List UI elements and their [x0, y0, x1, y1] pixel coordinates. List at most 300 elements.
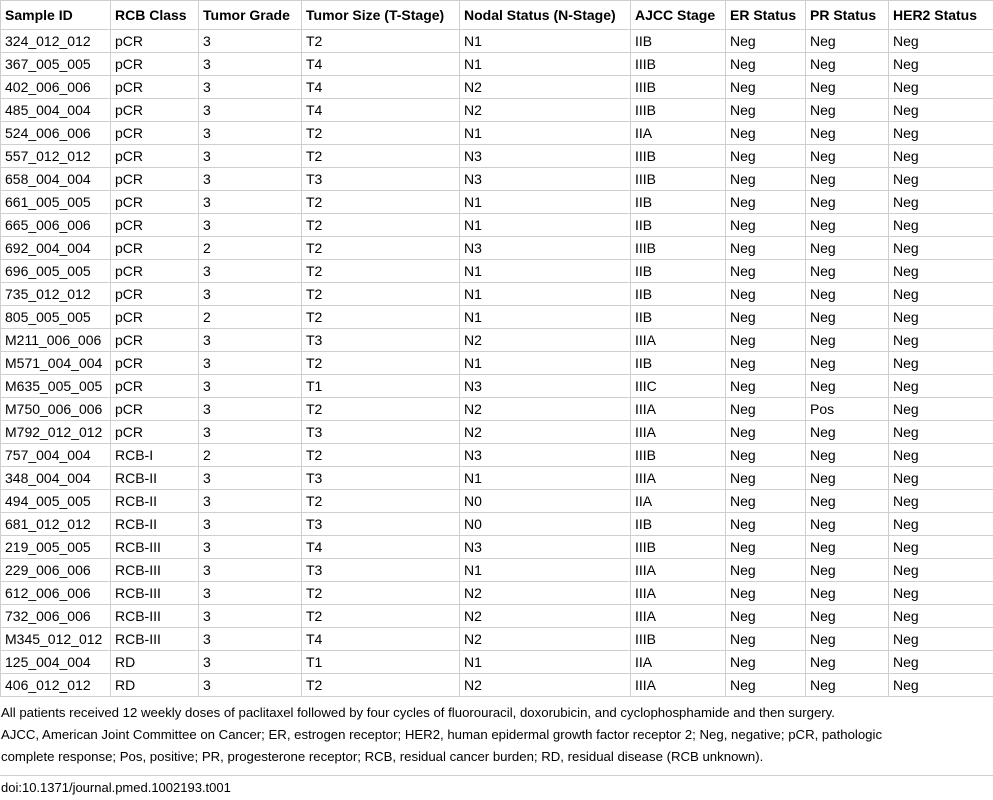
table-cell-ajcc-stage: IIIA [631, 398, 726, 421]
table-cell-her2-status: Neg [889, 444, 993, 467]
table-cell-tumor-grade: 2 [199, 237, 302, 260]
table-cell-tumor-size: T1 [302, 651, 460, 674]
table-row [1, 605, 993, 628]
table-cell-er-status: Neg [726, 628, 806, 651]
table-cell-her2-status: Neg [889, 329, 993, 352]
table-cell-ajcc-stage: IIIA [631, 329, 726, 352]
table-cell-ajcc-stage: IIIB [631, 536, 726, 559]
table-cell-tumor-grade: 3 [199, 99, 302, 122]
table-cell-tumor-size: T2 [302, 605, 460, 628]
table-cell-ajcc-stage: IIIB [631, 168, 726, 191]
table-cell-pr-status: Neg [806, 375, 889, 398]
table-row [1, 490, 993, 513]
table-cell-rcb-class: pCR [111, 283, 199, 306]
table-cell-pr-status: Neg [806, 260, 889, 283]
table-cell-pr-status: Neg [806, 306, 889, 329]
table-cell-rcb-class: pCR [111, 260, 199, 283]
column-header-her2-status: HER2 Status [889, 1, 993, 30]
table-cell-sample-id: 696_005_005 [1, 260, 111, 283]
table-cell-pr-status: Neg [806, 30, 889, 53]
table-cell-her2-status: Neg [889, 168, 993, 191]
table-cell-tumor-size: T3 [302, 467, 460, 490]
table-cell-er-status: Neg [726, 421, 806, 444]
table-cell-er-status: Neg [726, 30, 806, 53]
table-row [1, 168, 993, 191]
table-cell-er-status: Neg [726, 352, 806, 375]
table-cell-tumor-grade: 3 [199, 536, 302, 559]
table-cell-er-status: Neg [726, 168, 806, 191]
table-cell-tumor-size: T2 [302, 582, 460, 605]
table-cell-er-status: Neg [726, 605, 806, 628]
table-cell-nodal-status: N1 [460, 53, 631, 76]
table-cell-ajcc-stage: IIIA [631, 674, 726, 697]
table-cell-nodal-status: N2 [460, 421, 631, 444]
table-cell-her2-status: Neg [889, 375, 993, 398]
table-cell-sample-id: 665_006_006 [1, 214, 111, 237]
table-cell-nodal-status: N1 [460, 30, 631, 53]
table-cell-sample-id: 557_012_012 [1, 145, 111, 168]
table-cell-pr-status: Neg [806, 674, 889, 697]
table-cell-nodal-status: N2 [460, 99, 631, 122]
table-cell-tumor-size: T3 [302, 421, 460, 444]
table-cell-rcb-class: pCR [111, 76, 199, 99]
table-row [1, 99, 993, 122]
table-cell-tumor-size: T2 [302, 191, 460, 214]
table-cell-tumor-size: T4 [302, 53, 460, 76]
table-row [1, 214, 993, 237]
table-cell-rcb-class: pCR [111, 30, 199, 53]
table-cell-nodal-status: N2 [460, 329, 631, 352]
table-cell-nodal-status: N2 [460, 76, 631, 99]
table-cell-nodal-status: N1 [460, 559, 631, 582]
table-cell-tumor-grade: 3 [199, 513, 302, 536]
table-cell-tumor-grade: 3 [199, 605, 302, 628]
table-cell-tumor-size: T2 [302, 30, 460, 53]
table-cell-tumor-grade: 3 [199, 352, 302, 375]
table-row [1, 76, 993, 99]
table-cell-rcb-class: pCR [111, 53, 199, 76]
table-cell-er-status: Neg [726, 260, 806, 283]
table-cell-her2-status: Neg [889, 306, 993, 329]
table-cell-her2-status: Neg [889, 582, 993, 605]
table-cell-sample-id: 757_004_004 [1, 444, 111, 467]
table-row [1, 306, 993, 329]
table-cell-tumor-size: T2 [302, 237, 460, 260]
table-cell-her2-status: Neg [889, 237, 993, 260]
table-cell-er-status: Neg [726, 513, 806, 536]
table-cell-ajcc-stage: IIIB [631, 145, 726, 168]
table-cell-ajcc-stage: IIIA [631, 421, 726, 444]
table-cell-tumor-size: T2 [302, 444, 460, 467]
table-cell-sample-id: 524_006_006 [1, 122, 111, 145]
table-cell-nodal-status: N1 [460, 122, 631, 145]
table-row [1, 30, 993, 53]
table-header-row [1, 1, 993, 30]
table-cell-nodal-status: N3 [460, 536, 631, 559]
table-cell-tumor-size: T3 [302, 329, 460, 352]
table-row [1, 122, 993, 145]
column-header-ajcc-stage: AJCC Stage [631, 1, 726, 30]
table-cell-nodal-status: N0 [460, 490, 631, 513]
table-cell-nodal-status: N3 [460, 168, 631, 191]
table-cell-ajcc-stage: IIB [631, 283, 726, 306]
table-cell-tumor-grade: 3 [199, 145, 302, 168]
table-cell-nodal-status: N2 [460, 582, 631, 605]
table-cell-er-status: Neg [726, 237, 806, 260]
table-cell-her2-status: Neg [889, 53, 993, 76]
table-cell-tumor-grade: 3 [199, 674, 302, 697]
table-cell-pr-status: Neg [806, 490, 889, 513]
table-cell-er-status: Neg [726, 122, 806, 145]
table-cell-tumor-size: T2 [302, 306, 460, 329]
table-cell-sample-id: 612_006_006 [1, 582, 111, 605]
table-cell-ajcc-stage: IIB [631, 260, 726, 283]
table-cell-sample-id: 229_006_006 [1, 559, 111, 582]
table-cell-rcb-class: RCB-III [111, 536, 199, 559]
table-cell-ajcc-stage: IIB [631, 306, 726, 329]
table-footnotes [0, 702, 990, 768]
table-cell-nodal-status: N0 [460, 513, 631, 536]
table-cell-ajcc-stage: IIB [631, 30, 726, 53]
table-cell-er-status: Neg [726, 283, 806, 306]
table-cell-rcb-class: RCB-II [111, 513, 199, 536]
table-cell-sample-id: M571_004_004 [1, 352, 111, 375]
table-cell-sample-id: 348_004_004 [1, 467, 111, 490]
table-cell-ajcc-stage: IIIA [631, 467, 726, 490]
table-cell-sample-id: 494_005_005 [1, 490, 111, 513]
table-cell-ajcc-stage: IIIB [631, 444, 726, 467]
table-cell-ajcc-stage: IIA [631, 490, 726, 513]
table-cell-sample-id: 219_005_005 [1, 536, 111, 559]
table-cell-rcb-class: RCB-II [111, 467, 199, 490]
table-cell-sample-id: 485_004_004 [1, 99, 111, 122]
table-cell-tumor-grade: 3 [199, 214, 302, 237]
table-cell-sample-id: 805_005_005 [1, 306, 111, 329]
table-cell-tumor-size: T2 [302, 260, 460, 283]
table-cell-tumor-size: T2 [302, 122, 460, 145]
table-cell-her2-status: Neg [889, 99, 993, 122]
table-cell-tumor-grade: 3 [199, 30, 302, 53]
column-header-sample-id: Sample ID [1, 1, 111, 30]
table-cell-her2-status: Neg [889, 628, 993, 651]
table-cell-tumor-size: T4 [302, 76, 460, 99]
table-row [1, 329, 993, 352]
table-row [1, 674, 993, 697]
table-cell-tumor-size: T4 [302, 536, 460, 559]
table-cell-nodal-status: N2 [460, 628, 631, 651]
table-cell-tumor-grade: 2 [199, 306, 302, 329]
table-cell-tumor-grade: 2 [199, 444, 302, 467]
table-cell-ajcc-stage: IIB [631, 352, 726, 375]
table-cell-er-status: Neg [726, 444, 806, 467]
table-cell-er-status: Neg [726, 559, 806, 582]
table-cell-tumor-size: T2 [302, 352, 460, 375]
table-cell-nodal-status: N1 [460, 214, 631, 237]
table-cell-her2-status: Neg [889, 191, 993, 214]
table-cell-ajcc-stage: IIA [631, 651, 726, 674]
table-cell-nodal-status: N2 [460, 674, 631, 697]
table-cell-pr-status: Neg [806, 605, 889, 628]
table-row [1, 237, 993, 260]
column-header-pr-status: PR Status [806, 1, 889, 30]
table-cell-sample-id: M211_006_006 [1, 329, 111, 352]
table-cell-rcb-class: RD [111, 651, 199, 674]
table-cell-rcb-class: pCR [111, 421, 199, 444]
table-cell-nodal-status: N1 [460, 352, 631, 375]
table-cell-tumor-grade: 3 [199, 398, 302, 421]
table-cell-tumor-size: T2 [302, 214, 460, 237]
table-cell-nodal-status: N3 [460, 444, 631, 467]
table-cell-rcb-class: pCR [111, 99, 199, 122]
table-cell-rcb-class: pCR [111, 375, 199, 398]
table-row [1, 582, 993, 605]
table-cell-rcb-class: pCR [111, 329, 199, 352]
table-cell-tumor-size: T3 [302, 513, 460, 536]
table-cell-tumor-grade: 3 [199, 76, 302, 99]
table-row [1, 536, 993, 559]
table-cell-er-status: Neg [726, 375, 806, 398]
table-cell-her2-status: Neg [889, 651, 993, 674]
footnote-treatment: All patients received 12 weekly doses of paclitaxel followed by four cycles of fluorouracil, doxorubicin, and cyclophosphamide and then surgery. [1, 705, 835, 720]
table-cell-pr-status: Neg [806, 467, 889, 490]
table-cell-her2-status: Neg [889, 674, 993, 697]
table-cell-er-status: Neg [726, 191, 806, 214]
table-cell-rcb-class: RCB-I [111, 444, 199, 467]
table-cell-ajcc-stage: IIIB [631, 237, 726, 260]
table-cell-pr-status: Neg [806, 352, 889, 375]
table-cell-tumor-grade: 3 [199, 467, 302, 490]
table-cell-tumor-grade: 3 [199, 122, 302, 145]
table-cell-er-status: Neg [726, 53, 806, 76]
table-cell-rcb-class: pCR [111, 214, 199, 237]
table-cell-her2-status: Neg [889, 214, 993, 237]
table-cell-ajcc-stage: IIIB [631, 99, 726, 122]
table-cell-rcb-class: RCB-III [111, 628, 199, 651]
table-cell-pr-status: Neg [806, 99, 889, 122]
table-cell-rcb-class: pCR [111, 237, 199, 260]
table-cell-tumor-grade: 3 [199, 375, 302, 398]
table-cell-ajcc-stage: IIIB [631, 76, 726, 99]
table-cell-pr-status: Neg [806, 145, 889, 168]
table-cell-her2-status: Neg [889, 398, 993, 421]
table-cell-pr-status: Neg [806, 513, 889, 536]
table-cell-tumor-grade: 3 [199, 651, 302, 674]
table-cell-ajcc-stage: IIB [631, 513, 726, 536]
table-row [1, 513, 993, 536]
table-cell-ajcc-stage: IIIA [631, 582, 726, 605]
table-cell-rcb-class: pCR [111, 398, 199, 421]
table-cell-er-status: Neg [726, 306, 806, 329]
table-body [1, 30, 993, 697]
table-cell-er-status: Neg [726, 536, 806, 559]
table-row [1, 628, 993, 651]
table-row [1, 559, 993, 582]
table-cell-her2-status: Neg [889, 421, 993, 444]
table-cell-er-status: Neg [726, 490, 806, 513]
table-cell-pr-status: Neg [806, 421, 889, 444]
table-row [1, 283, 993, 306]
table-cell-ajcc-stage: IIA [631, 122, 726, 145]
table-cell-her2-status: Neg [889, 352, 993, 375]
table-cell-er-status: Neg [726, 674, 806, 697]
table-cell-nodal-status: N1 [460, 260, 631, 283]
table-cell-sample-id: 681_012_012 [1, 513, 111, 536]
table-cell-pr-status: Neg [806, 283, 889, 306]
table-cell-her2-status: Neg [889, 76, 993, 99]
table-cell-pr-status: Neg [806, 628, 889, 651]
table-cell-tumor-grade: 3 [199, 168, 302, 191]
table-cell-sample-id: 324_012_012 [1, 30, 111, 53]
table-cell-pr-status: Neg [806, 329, 889, 352]
table-cell-pr-status: Pos [806, 398, 889, 421]
table-cell-ajcc-stage: IIIA [631, 559, 726, 582]
table-cell-her2-status: Neg [889, 122, 993, 145]
column-header-rcb-class: RCB Class [111, 1, 199, 30]
table-row [1, 191, 993, 214]
table-cell-tumor-grade: 3 [199, 559, 302, 582]
table-cell-her2-status: Neg [889, 513, 993, 536]
table-cell-er-status: Neg [726, 214, 806, 237]
table-cell-ajcc-stage: IIIB [631, 53, 726, 76]
table-cell-sample-id: 692_004_004 [1, 237, 111, 260]
table-cell-nodal-status: N1 [460, 306, 631, 329]
table-cell-tumor-grade: 3 [199, 490, 302, 513]
table-cell-er-status: Neg [726, 467, 806, 490]
table-cell-ajcc-stage: IIB [631, 214, 726, 237]
table-cell-er-status: Neg [726, 329, 806, 352]
table-cell-tumor-grade: 3 [199, 53, 302, 76]
table-row [1, 260, 993, 283]
table-cell-sample-id: M635_005_005 [1, 375, 111, 398]
table-cell-tumor-size: T2 [302, 145, 460, 168]
table-cell-her2-status: Neg [889, 283, 993, 306]
table-cell-pr-status: Neg [806, 444, 889, 467]
table-cell-tumor-size: T4 [302, 628, 460, 651]
table-row [1, 421, 993, 444]
table-cell-her2-status: Neg [889, 467, 993, 490]
table-cell-rcb-class: RCB-II [111, 490, 199, 513]
table-cell-tumor-size: T2 [302, 283, 460, 306]
table-cell-ajcc-stage: IIIB [631, 628, 726, 651]
table-cell-tumor-size: T2 [302, 398, 460, 421]
table-cell-tumor-size: T1 [302, 375, 460, 398]
table-cell-tumor-grade: 3 [199, 260, 302, 283]
table-cell-sample-id: M792_012_012 [1, 421, 111, 444]
table-cell-ajcc-stage: IIB [631, 191, 726, 214]
table-cell-pr-status: Neg [806, 122, 889, 145]
table-row [1, 398, 993, 421]
table-cell-pr-status: Neg [806, 214, 889, 237]
table-cell-sample-id: 402_006_006 [1, 76, 111, 99]
table-cell-her2-status: Neg [889, 559, 993, 582]
table-cell-pr-status: Neg [806, 168, 889, 191]
table-cell-sample-id: 658_004_004 [1, 168, 111, 191]
table-row [1, 651, 993, 674]
table-cell-sample-id: M750_006_006 [1, 398, 111, 421]
table-cell-tumor-size: T2 [302, 490, 460, 513]
table-row [1, 53, 993, 76]
table-cell-sample-id: 661_005_005 [1, 191, 111, 214]
table-row [1, 375, 993, 398]
table-cell-pr-status: Neg [806, 651, 889, 674]
table-cell-ajcc-stage: IIIA [631, 605, 726, 628]
table-cell-her2-status: Neg [889, 30, 993, 53]
table-cell-er-status: Neg [726, 398, 806, 421]
table-cell-her2-status: Neg [889, 536, 993, 559]
table-cell-sample-id: 367_005_005 [1, 53, 111, 76]
table-cell-tumor-grade: 3 [199, 628, 302, 651]
table-cell-sample-id: 735_012_012 [1, 283, 111, 306]
table-cell-pr-status: Neg [806, 582, 889, 605]
table-cell-pr-status: Neg [806, 53, 889, 76]
table-cell-nodal-status: N1 [460, 191, 631, 214]
table-cell-nodal-status: N1 [460, 651, 631, 674]
table-cell-pr-status: Neg [806, 76, 889, 99]
table-row [1, 352, 993, 375]
table-cell-nodal-status: N1 [460, 283, 631, 306]
table-row [1, 467, 993, 490]
footnote-abbreviations: AJCC, American Joint Committee on Cancer; ER, estrogen receptor; HER2, human epidermal growth factor receptor 2; Neg, negative; pCR, pathologic [1, 727, 883, 742]
table-cell-rcb-class: pCR [111, 145, 199, 168]
table-cell-nodal-status: N1 [460, 467, 631, 490]
table-cell-tumor-size: T3 [302, 168, 460, 191]
table-cell-tumor-size: T2 [302, 674, 460, 697]
table-cell-tumor-grade: 3 [199, 582, 302, 605]
table-cell-sample-id: 732_006_006 [1, 605, 111, 628]
table-cell-pr-status: Neg [806, 191, 889, 214]
table-cell-sample-id: 406_012_012 [1, 674, 111, 697]
column-header-er-status: ER Status [726, 1, 806, 30]
table-cell-tumor-size: T3 [302, 559, 460, 582]
table-cell-rcb-class: RD [111, 674, 199, 697]
table-cell-tumor-grade: 3 [199, 283, 302, 306]
table-cell-her2-status: Neg [889, 260, 993, 283]
table-cell-sample-id: M345_012_012 [1, 628, 111, 651]
table-cell-rcb-class: pCR [111, 352, 199, 375]
table-cell-nodal-status: N3 [460, 145, 631, 168]
table-cell-her2-status: Neg [889, 490, 993, 513]
table-cell-tumor-grade: 3 [199, 329, 302, 352]
table-row [1, 145, 993, 168]
footer-divider [0, 775, 993, 776]
table-cell-tumor-size: T4 [302, 99, 460, 122]
table-cell-rcb-class: pCR [111, 168, 199, 191]
table-cell-nodal-status: N2 [460, 398, 631, 421]
table-cell-pr-status: Neg [806, 536, 889, 559]
table-cell-er-status: Neg [726, 651, 806, 674]
table-cell-er-status: Neg [726, 99, 806, 122]
table-cell-ajcc-stage: IIIC [631, 375, 726, 398]
table-cell-tumor-grade: 3 [199, 191, 302, 214]
doi-reference: doi:10.1371/journal.pmed.1002193.t001 [1, 780, 231, 795]
table-cell-tumor-grade: 3 [199, 421, 302, 444]
table-cell-rcb-class: RCB-III [111, 559, 199, 582]
table-cell-nodal-status: N3 [460, 375, 631, 398]
table-cell-nodal-status: N3 [460, 237, 631, 260]
column-header-nodal-status: Nodal Status (N-Stage) [460, 1, 631, 30]
table-row [1, 444, 993, 467]
table-cell-er-status: Neg [726, 76, 806, 99]
table-cell-rcb-class: RCB-III [111, 582, 199, 605]
table-cell-nodal-status: N2 [460, 605, 631, 628]
table-cell-rcb-class: RCB-III [111, 605, 199, 628]
table-cell-sample-id: 125_004_004 [1, 651, 111, 674]
table-cell-pr-status: Neg [806, 237, 889, 260]
footnote-abbreviations-continued: complete response; Pos, positive; PR, progesterone receptor; RCB, residual cancer burden; RD, residual disease (RCB unknown). [1, 749, 764, 764]
table-cell-her2-status: Neg [889, 605, 993, 628]
table-cell-pr-status: Neg [806, 559, 889, 582]
table-cell-er-status: Neg [726, 582, 806, 605]
